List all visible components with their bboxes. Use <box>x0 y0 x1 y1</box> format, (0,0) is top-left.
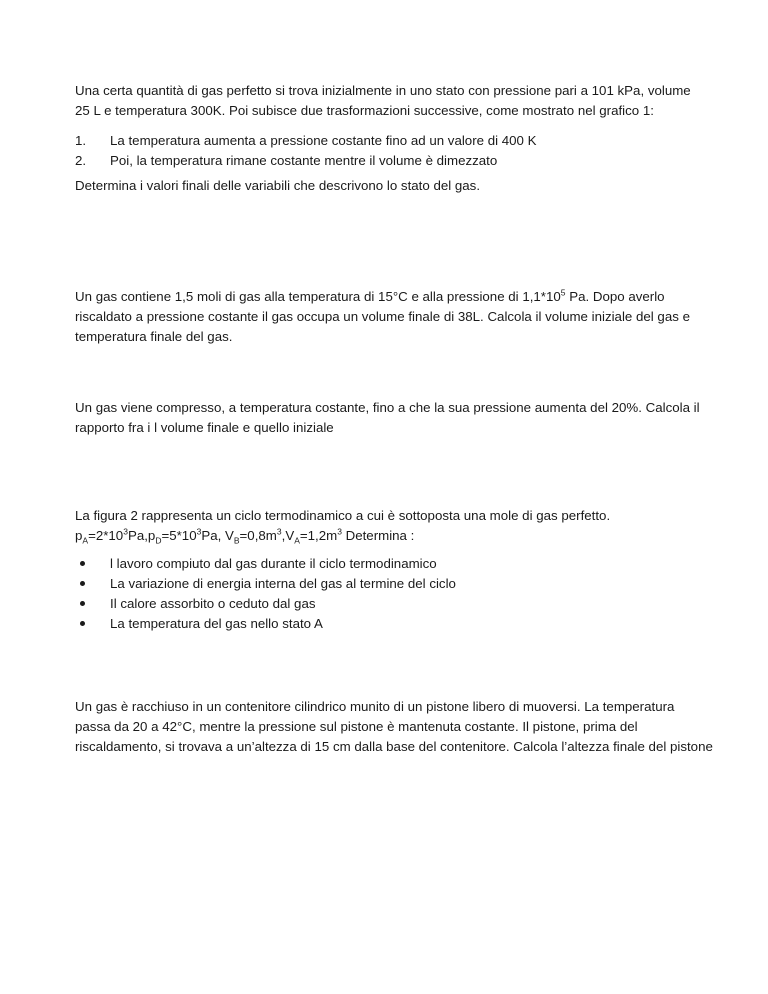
problem-1-steps <box>75 131 695 171</box>
subscript: B <box>233 535 240 546</box>
exponent: 3 <box>123 526 128 537</box>
value: =0,8m <box>239 528 277 543</box>
list-marker: 1. <box>75 133 87 148</box>
list-item <box>75 594 695 614</box>
problem-4-text <box>75 506 695 546</box>
problem-5 <box>75 697 713 757</box>
exponent: 5 <box>560 287 566 298</box>
list-item-text: Il calore assorbito o ceduto dal gas <box>110 596 316 611</box>
list-marker: 2. <box>75 153 87 168</box>
problem-4 <box>75 506 695 546</box>
list-item <box>75 574 695 594</box>
value: =1,2m <box>299 528 338 543</box>
problem-1-task <box>75 176 695 196</box>
list-item-text: La temperatura aumenta a pressione costante fino ad un valore di 400 K <box>110 133 537 148</box>
problem-2 <box>75 287 695 347</box>
problem-5-line-2: passa da 20 a 42°C, mentre la pressione sul pistone è mantenuta costante. Il pistone, prima del <box>75 719 638 734</box>
value: =2*10 <box>88 528 124 543</box>
problem-2-text-a: Un gas contiene 1,5 moli di gas alla temperatura di 15°C e alla pressione di 1,1*10 <box>75 289 561 304</box>
list-item-text: La temperatura del gas nello stato A <box>110 616 323 631</box>
bullet-icon <box>80 621 85 626</box>
list-item-text: l lavoro compiuto dal gas durante il ciclo termodinamico <box>110 556 437 571</box>
problem-3-line-2: rapporto fra i l volume finale e quello iniziale <box>75 420 334 435</box>
list-item <box>75 554 695 574</box>
problem-1-task-text: Determina i valori finali delle variabili che descrivono lo stato del gas. <box>75 178 481 193</box>
list-item <box>75 151 695 171</box>
list-item-text: La variazione di energia interna del gas al termine del ciclo <box>110 576 456 591</box>
problem-5-text <box>75 697 713 757</box>
bullet-icon <box>80 601 85 606</box>
problem-1-line-1: Una certa quantità di gas perfetto si trova inizialmente in uno stato con pressione pari a 101 kPa, volume <box>75 83 691 98</box>
problem-2-line-3: temperatura finale del gas. <box>75 329 233 344</box>
problem-2-text-b: Pa. Dopo averlo <box>565 289 665 304</box>
list-item <box>75 131 695 151</box>
bullet-icon <box>80 581 85 586</box>
symbol: V <box>285 528 295 543</box>
problem-3-text <box>75 398 700 438</box>
subscript: D <box>155 535 162 546</box>
problem-4-equation <box>75 526 695 546</box>
exponent: 3 <box>276 526 282 537</box>
numbered-list <box>75 131 695 171</box>
bullet-icon <box>80 561 85 566</box>
bullet-list <box>75 554 695 634</box>
problem-1 <box>75 81 695 121</box>
problem-2-text <box>75 287 695 347</box>
separator: , <box>281 528 286 543</box>
problem-3-line-1: Un gas viene compresso, a temperatura costante, fino a che la sua pressione aumenta del 20%. Calcola il <box>75 400 700 415</box>
value: =5*10 <box>161 528 197 543</box>
problem-3 <box>75 398 700 438</box>
problem-2-line-1 <box>75 287 695 307</box>
problem-1-line-2: 25 L e temperatura 300K. Poi subisce due trasformazioni successive, come mostrato nel grafico 1: <box>75 103 654 118</box>
list-item-text: Poi, la temperatura rimane costante mentre il volume è dimezzato <box>110 153 498 168</box>
symbol: p <box>75 528 83 543</box>
unit: Pa, <box>201 528 225 543</box>
symbol: p <box>147 528 156 543</box>
symbol: V <box>225 528 234 543</box>
subscript: A <box>294 535 300 546</box>
problem-4-line-1: La figura 2 rappresenta un ciclo termodinamico a cui è sottoposta una mole di gas perfetto. <box>75 508 611 523</box>
unit: Pa, <box>127 528 148 543</box>
problem-2-line-2: riscaldato a pressione costante il gas occupa un volume finale di 38L. Calcola il volume iniziale del gas e <box>75 309 690 324</box>
instruction: Determina : <box>341 528 415 543</box>
subscript: A <box>82 535 89 546</box>
exponent: 3 <box>196 526 202 537</box>
exponent: 3 <box>337 526 342 537</box>
problem-5-line-3: riscaldamento, si trovava a un’altezza di 15 cm dalla base del contenitore. Calcola l’altezza finale del pistone <box>75 739 713 754</box>
problem-4-bullets <box>75 554 695 634</box>
problem-5-line-1: Un gas è racchiuso in un contenitore cilindrico munito di un pistone libero di muoversi. La temperatura <box>75 699 675 714</box>
problem-1-text <box>75 81 695 121</box>
list-item <box>75 614 695 634</box>
